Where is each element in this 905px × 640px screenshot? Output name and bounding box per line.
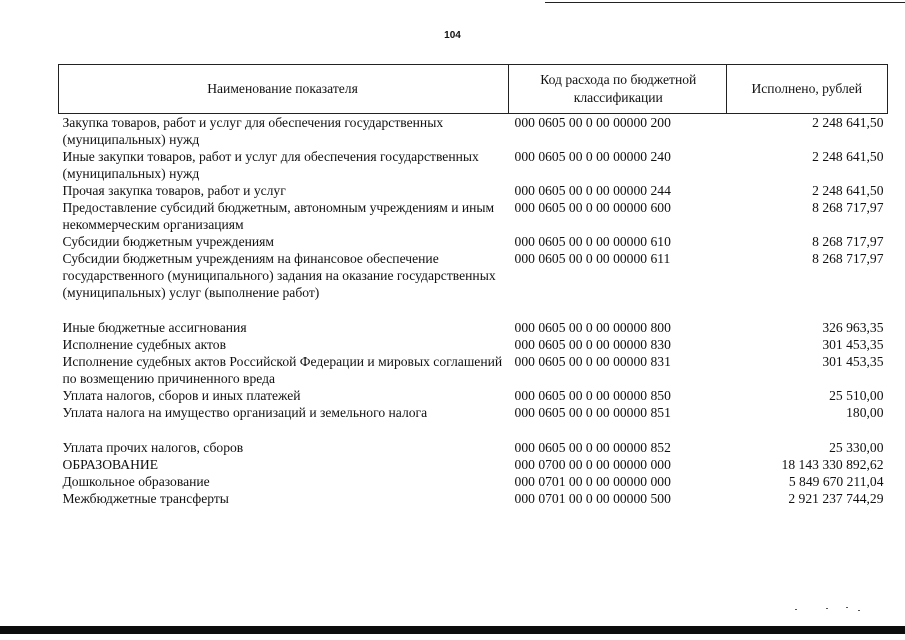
row-name: Дошкольное образование: [62, 474, 210, 489]
table-row: [59, 353, 888, 387]
row-amount: 301 453,35: [822, 354, 884, 369]
table-row: [59, 250, 888, 301]
row-amount: 326 963,35: [822, 320, 884, 335]
row-name: Межбюджетные трансферты: [62, 491, 229, 506]
table-row: [59, 473, 888, 490]
top-rule: [545, 2, 905, 3]
table-row: [59, 148, 888, 182]
row-code: 000 0605 00 0 00 00000 200: [514, 115, 671, 130]
row-code: 000 0605 00 0 00 00000 831: [514, 354, 671, 369]
row-name: Предоставление субсидий бюджетным, автономным учреждениям и иным некоммерческим организациям: [62, 200, 495, 232]
row-code: 000 0605 00 0 00 00000 610: [514, 234, 671, 249]
row-code: 000 0605 00 0 00 00000 244: [514, 183, 671, 198]
row-amount: 18 143 330 892,62: [781, 457, 884, 472]
table-row: [59, 114, 888, 149]
row-name: Прочая закупка товаров, работ и услуг: [62, 183, 286, 198]
table-row: [59, 199, 888, 233]
table-header-row: [59, 65, 888, 114]
row-code: 000 0700 00 0 00 00000 000: [514, 457, 671, 472]
row-amount: 8 268 717,97: [812, 200, 884, 215]
bottom-rule: [0, 626, 905, 634]
row-code: 000 0605 00 0 00 00000 851: [514, 405, 671, 420]
table-row: [59, 319, 888, 336]
row-amount: 25 330,00: [829, 440, 884, 455]
table-row: [59, 233, 888, 250]
row-name: Исполнение судебных актов Российской Федерации и мировых соглашений по возмещению причиненного вреда: [62, 354, 503, 386]
row-amount: 2 248 641,50: [812, 149, 884, 164]
table-row: [59, 490, 888, 507]
scan-speck: [858, 610, 860, 611]
row-name: Исполнение судебных актов: [62, 337, 227, 352]
row-spacer: [59, 421, 888, 439]
row-amount: 2 248 641,50: [812, 183, 884, 198]
header-name: Наименование показателя: [59, 65, 509, 114]
row-amount: 8 268 717,97: [812, 251, 884, 266]
row-amount: 180,00: [846, 405, 884, 420]
page-number: 104: [444, 30, 461, 41]
header-amount: Исполнено, рублей: [726, 65, 887, 114]
row-name: Субсидии бюджетным учреждениям: [62, 234, 275, 249]
row-amount: 8 268 717,97: [812, 234, 884, 249]
row-code: 000 0701 00 0 00 00000 500: [514, 491, 671, 506]
row-amount: 2 248 641,50: [812, 115, 884, 130]
row-amount: 2 921 237 744,29: [788, 491, 884, 506]
row-name: Уплата налогов, сборов и иных платежей: [62, 388, 301, 403]
row-name: Иные закупки товаров, работ и услуг для обеспечения государственных (муниципальных) нужд: [62, 149, 479, 181]
row-name: Уплата прочих налогов, сборов: [62, 440, 244, 455]
row-code: 000 0701 00 0 00 00000 000: [514, 474, 671, 489]
row-amount: 301 453,35: [822, 337, 884, 352]
row-code: 000 0605 00 0 00 00000 830: [514, 337, 671, 352]
row-name: Иные бюджетные ассигнования: [62, 320, 247, 335]
row-name: Закупка товаров, работ и услуг для обеспечения государственных (муниципальных) нужд: [62, 115, 444, 147]
row-code: 000 0605 00 0 00 00000 600: [514, 200, 671, 215]
row-code: 000 0605 00 0 00 00000 850: [514, 388, 671, 403]
scan-speck: [795, 609, 797, 610]
row-spacer: [59, 301, 888, 319]
row-name: ОБРАЗОВАНИЕ: [62, 457, 159, 472]
budget-table: [58, 64, 888, 507]
row-code: 000 0605 00 0 00 00000 611: [514, 251, 671, 266]
table-row: [59, 336, 888, 353]
row-amount: 5 849 670 211,04: [788, 474, 884, 489]
table-row: [59, 439, 888, 456]
row-code: 000 0605 00 0 00 00000 852: [514, 440, 671, 455]
row-name: Субсидии бюджетным учреждениям на финансовое обеспечение государственного (муниципального) задания на оказание государственных (муниципальных) услуг (выполнение работ): [62, 251, 496, 300]
row-code: 000 0605 00 0 00 00000 800: [514, 320, 671, 335]
table-row: [59, 182, 888, 199]
scan-speck: [846, 607, 848, 608]
table-row: [59, 387, 888, 404]
row-code: 000 0605 00 0 00 00000 240: [514, 149, 671, 164]
header-code: Код расхода по бюджетной классификации: [509, 65, 726, 114]
table-row: [59, 404, 888, 421]
scan-speck: [826, 608, 828, 609]
row-name: Уплата налога на имущество организаций и земельного налога: [62, 405, 428, 420]
table-row: [59, 456, 888, 473]
row-amount: 25 510,00: [829, 388, 884, 403]
